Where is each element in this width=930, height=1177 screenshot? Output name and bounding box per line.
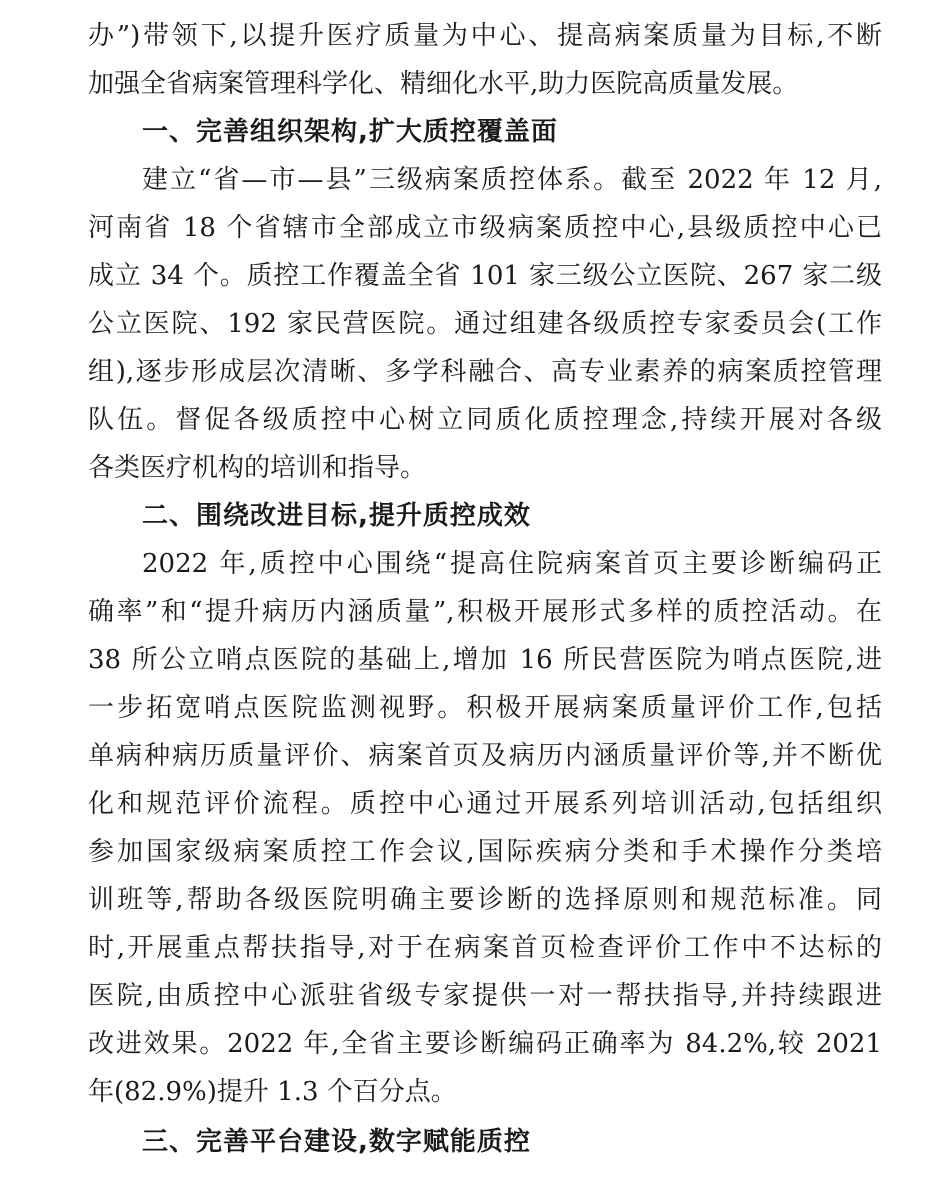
section-2-line-12: 年(82.9%)提升 1.3 个百分点。 — [88, 1077, 457, 1107]
section-1-heading: 一、完善组织架构,扩大质控覆盖面 — [142, 117, 558, 147]
section-1-line-1: 建立“省—市—县”三级病案质控体系。截至 2022 年 12 月, — [142, 165, 882, 195]
intro-line-1: 办”)带领下,以提升医疗质量为中心、提高病案质量为目标,不断 — [88, 21, 882, 51]
section-2-heading: 二、围绕改进目标,提升质控成效 — [142, 501, 531, 531]
section-1-line-5: 组),逐步形成层次清晰、多学科融合、高专业素养的病案质控管理 — [88, 357, 882, 387]
section-2-line-3: 38 所公立哨点医院的基础上,增加 16 所民营医院为哨点医院,进 — [88, 645, 882, 675]
section-2-line-7: 参加国家级病案质控工作会议,国际疾病分类和手术操作分类培 — [88, 837, 882, 867]
section-2-line-4: 一步拓宽哨点医院监测视野。积极开展病案质量评价工作,包括 — [88, 693, 882, 723]
intro-line-2: 加强全省病案管理科学化、精细化水平,助力医院高质量发展。 — [88, 69, 799, 99]
section-2-line-6: 化和规范评价流程。质控中心通过开展系列培训活动,包括组织 — [88, 789, 882, 819]
section-1-line-4: 公立医院、192 家民营医院。通过组建各级质控专家委员会(工作 — [88, 309, 882, 339]
section-1-line-3: 成立 34 个。质控工作覆盖全省 101 家三级公立医院、267 家二级 — [88, 261, 882, 291]
section-2-line-9: 时,开展重点帮扶指导,对于在病案首页检查评价工作中不达标的 — [88, 933, 882, 963]
section-2-line-8: 训班等,帮助各级医院明确主要诊断的选择原则和规范标准。同 — [88, 885, 882, 915]
section-3-heading: 三、完善平台建设,数字赋能质控 — [142, 1127, 531, 1157]
section-2-line-11: 改进效果。2022 年,全省主要诊断编码正确率为 84.2%,较 2021 — [88, 1029, 882, 1059]
section-1-line-6: 队伍。督促各级质控中心树立同质化质控理念,持续开展对各级 — [88, 405, 882, 435]
section-1-line-2: 河南省 18 个省辖市全部成立市级病案质控中心,县级质控中心已 — [88, 213, 882, 243]
section-2-line-10: 医院,由质控中心派驻省级专家提供一对一帮扶指导,并持续跟进 — [88, 981, 882, 1011]
section-2-line-2: 确率”和“提升病历内涵质量”,积极开展形式多样的质控活动。在 — [88, 597, 882, 627]
section-2-line-1: 2022 年,质控中心围绕“提高住院病案首页主要诊断编码正 — [142, 549, 882, 579]
section-2-line-5: 单病种病历质量评价、病案首页及病历内涵质量评价等,并不断优 — [88, 741, 882, 771]
section-1-line-7: 各类医疗机构的培训和指导。 — [88, 453, 427, 483]
